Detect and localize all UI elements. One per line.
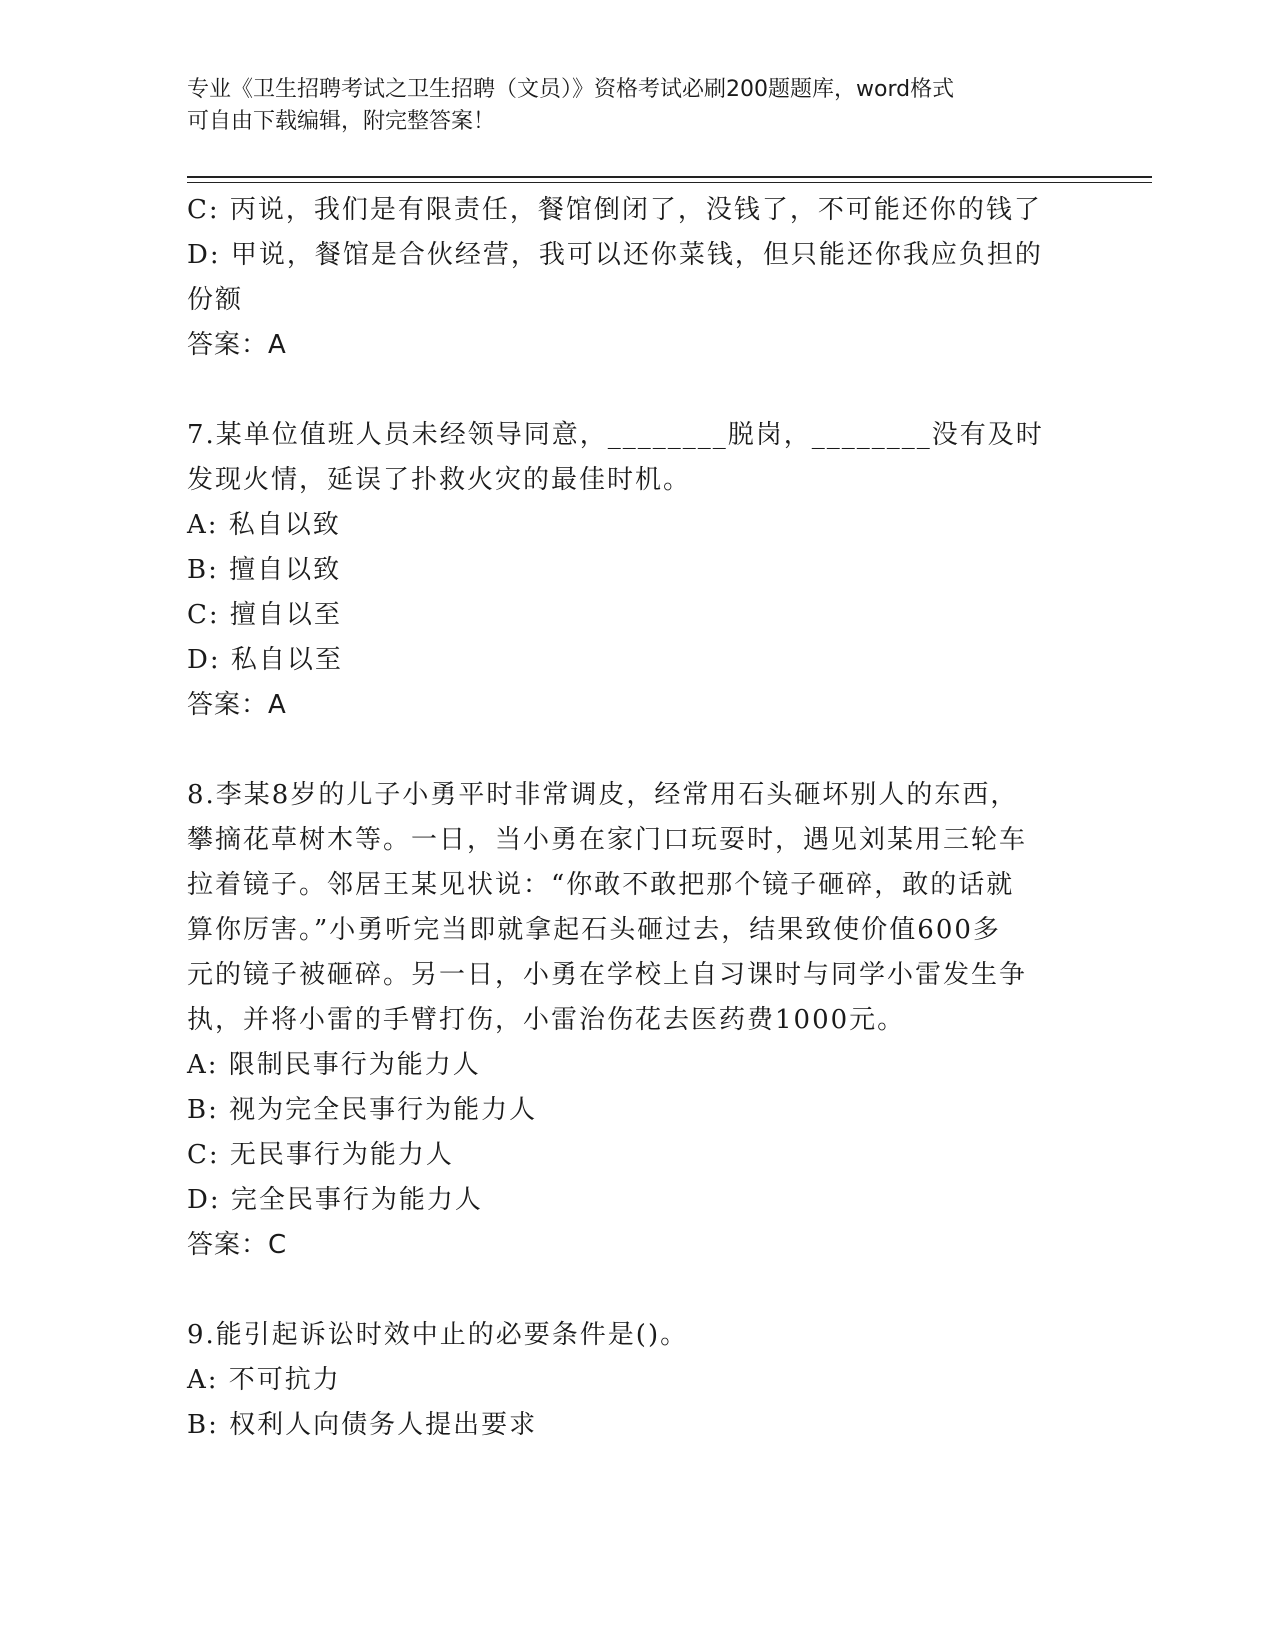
- q7-option-a: A: 私自以致: [187, 510, 341, 540]
- q8-stem-line-3: 拉着镜子。邻居王某见状说：“你敢不敢把那个镜子砸碎，敢的话就: [187, 870, 1015, 900]
- question-8: [187, 773, 1087, 1268]
- q9-stem-line-1: 9.能引起诉讼时效中止的必要条件是()。: [187, 1320, 689, 1350]
- spacer: [187, 1268, 1087, 1313]
- document-header: [187, 74, 1067, 138]
- q6-option-d-line-2: 份额: [187, 285, 244, 315]
- q8-stem-line-5: 元的镜子被砸碎。另一日，小勇在学校上自习课时与同学小雷发生争: [187, 960, 1028, 990]
- question-content: [187, 188, 1087, 1448]
- spacer: [187, 728, 1087, 773]
- q7-option-d: D: 私自以至: [187, 645, 343, 675]
- question-7: [187, 413, 1087, 728]
- q9-option-b: B: 权利人向债务人提出要求: [187, 1410, 538, 1440]
- q8-option-a: A: 限制民事行为能力人: [187, 1050, 481, 1080]
- q7-option-b: B: 擅自以致: [187, 555, 342, 585]
- question-6-tail: [187, 188, 1087, 368]
- q8-stem-line-1: 8.李某8岁的儿子小勇平时非常调皮，经常用石头砸坏别人的东西，: [187, 780, 1019, 810]
- header-title-line-2: 可自由下载编辑，附完整答案！: [187, 109, 496, 134]
- q7-answer: 答案：A: [187, 690, 287, 720]
- header-divider-thin: [187, 182, 1152, 183]
- q8-stem-line-6: 执，并将小雷的手臂打伤，小雷治伤花去医药费1000元。: [187, 1005, 906, 1035]
- q8-stem-line-2: 攀摘花草树木等。一日，当小勇在家门口玩耍时，遇见刘某用三轮车: [187, 825, 1028, 855]
- q8-option-b: B: 视为完全民事行为能力人: [187, 1095, 538, 1125]
- header-divider-thick: [187, 176, 1152, 178]
- header-title-line-1: 专业《卫生招聘考试之卫生招聘（文员）》资格考试必刷200题题库，word格式: [187, 77, 955, 102]
- spacer: [187, 368, 1087, 413]
- question-9: [187, 1313, 1087, 1448]
- q8-option-d: D: 完全民事行为能力人: [187, 1185, 483, 1215]
- q8-option-c: C: 无民事行为能力人: [187, 1140, 454, 1170]
- q6-answer: 答案：A: [187, 330, 287, 360]
- q7-stem-line-1: 7.某单位值班人员未经领导同意，________脱岗，________没有及时: [187, 420, 1044, 450]
- q6-option-d-line-1: D: 甲说，餐馆是合伙经营，我可以还你菜钱，但只能还你我应负担的: [187, 240, 1043, 270]
- q6-option-c: C: 丙说，我们是有限责任，餐馆倒闭了，没钱了，不可能还你的钱了: [187, 195, 1042, 225]
- q8-answer: 答案：C: [187, 1230, 288, 1260]
- q7-stem-line-2: 发现火情，延误了扑救火灾的最佳时机。: [187, 465, 692, 495]
- q8-stem-line-4: 算你厉害。”小勇听完当即就拿起石头砸过去，结果致使价值600多: [187, 915, 1001, 945]
- q7-option-c: C: 擅自以至: [187, 600, 342, 630]
- q9-option-a: A: 不可抗力: [187, 1365, 341, 1395]
